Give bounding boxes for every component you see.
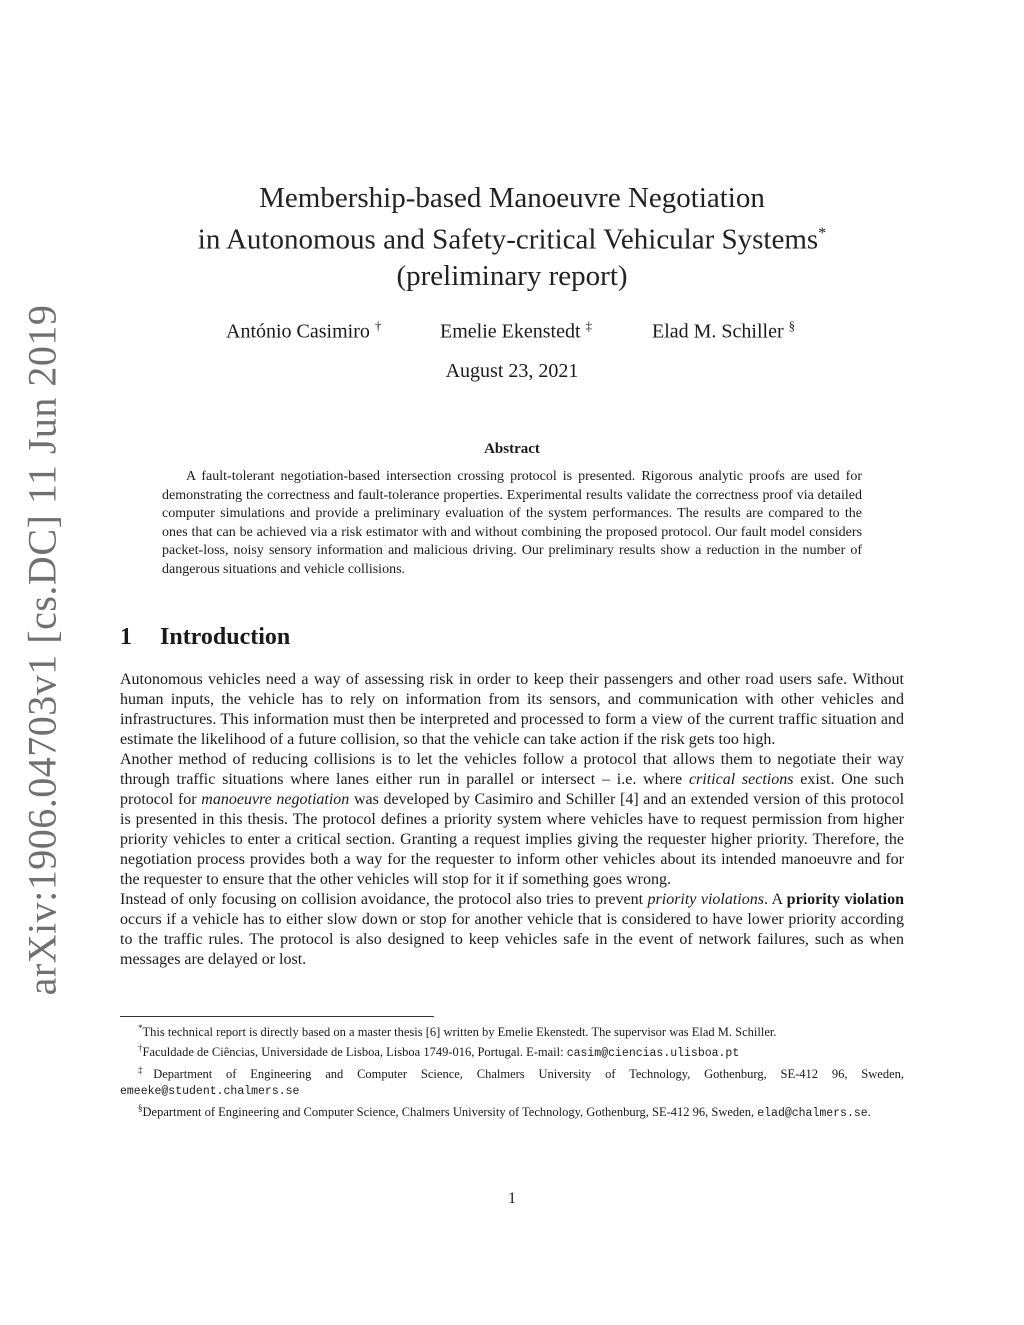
email-link[interactable]: elad@chalmers.se — [757, 1107, 868, 1121]
footnotes — [120, 1020, 904, 1123]
page-number: 1 — [508, 1190, 516, 1207]
section-heading — [120, 624, 290, 651]
author-ekenstedt: Emelie Ekenstedt ‡ — [440, 318, 593, 343]
author-mark: † — [374, 318, 382, 333]
paper-date: August 23, 2021 — [445, 360, 579, 382]
footnote-2: †Faculdade de Ciências, Universidade de Lisboa, Lisboa 1749-016, Portugal. E-mail: casim@ciencias.ulisboa.pt — [138, 1043, 740, 1061]
paragraph-2: Another method of reducing collisions is to let the vehicles follow a protocol that allows them to negotiate their way through traffic situations where lanes either run in parallel or intersect – i.e. where critical sections exist. One such protocol for manoeuvre negotiation was developed by Casimiro and Schiller [4] and an extended version of this protocol is presented in this thesis. The protocol defines a priority system where vehicles have to request permission from higher priority vehicles to enter a critical section. Granting a request implies giving the requester higher priority. Therefore, the negotiation process provides both a way for the requester to inform other vehicles about its intended manoeuvre and for the requester to ensure that the other vehicles will stop for it if something goes wrong. — [120, 751, 905, 888]
footnote-4: §Department of Engineering and Computer Science, Chalmers University of Technology, Gothenburg, SE-412 96, Sweden, elad@chalmers.se. — [138, 1103, 871, 1121]
section-body — [120, 670, 904, 970]
paragraph-3: Instead of only focusing on collision avoidance, the protocol also tries to prevent priority violations. A priority violation occurs if a vehicle has to either slow down or stop for another vehicle that is considered to have lower priority according to the traffic rules. The protocol is also designed to keep vehicles safe in the event of network failures, such as when messages are delayed or lost. — [120, 891, 905, 968]
section-number: 1 — [120, 624, 132, 650]
title-line-1: Membership-based Manoeuvre Negotiation — [259, 182, 765, 214]
author-schiller: Elad M. Schiller § — [652, 318, 796, 343]
arxiv-identifier: arXiv:1906.04703v1 [cs.DC] 11 Jun 2019 — [19, 304, 65, 996]
paragraph-1: Autonomous vehicles need a way of assessing risk in order to keep their passengers and other road users safe. Without human inputs, the vehicle has to rely on information from its sensors, and communication with other vehicles and infrastructures. This information must then be interpreted and processed to form a view of the current traffic situation and estimate the likelihood of a future collision, so that the vehicle can take action if the risk gets too high. — [120, 671, 904, 748]
section-title: Introduction — [160, 624, 291, 650]
footnote-3: ‡Department of Engineering and Computer Science, Chalmers University of Technology, Gothenburg, SE-412 96, Sweden, emeeke@student.chalmers.se — [120, 1065, 905, 1099]
title-line-3: (preliminary report) — [396, 259, 628, 292]
email-link[interactable]: casim@ciencias.ulisboa.pt — [566, 1047, 740, 1061]
abstract-text: A fault-tolerant negotiation-based intersection crossing protocol is presented. Rigorous analytic proofs are used for demonstrating the correctness and fault-tolerance properties. Experimental results validate the correctness proof via detailed computer simulations and provide a preliminary evaluation of the system performances. The results are compared to the ones that can be achieved via a risk estimator with and without combining the proposed protocol. Our fault model considers packet-loss, noisy sensory information and malicious driving. Our preliminary results show a reduction in the number of dangerous situations and vehicle collisions. — [162, 469, 862, 577]
paper-title — [150, 180, 874, 294]
author-casimiro: António Casimiro † — [226, 318, 382, 343]
abstract-heading: Abstract — [484, 441, 540, 457]
title-line-2: in Autonomous and Safety-critical Vehicular Systems* — [197, 223, 827, 256]
footnote-1: *This technical report is directly based on a master thesis [6] written by Emelie Ekenstedt. The supervisor was Elad M. Schiller. — [138, 1023, 777, 1040]
footnote-divider — [120, 1016, 434, 1017]
email-link[interactable]: emeeke@student.chalmers.se — [120, 1085, 300, 1099]
author-mark: ‡ — [585, 318, 593, 333]
title-footnote-mark: * — [818, 225, 827, 242]
author-mark: § — [788, 318, 796, 333]
